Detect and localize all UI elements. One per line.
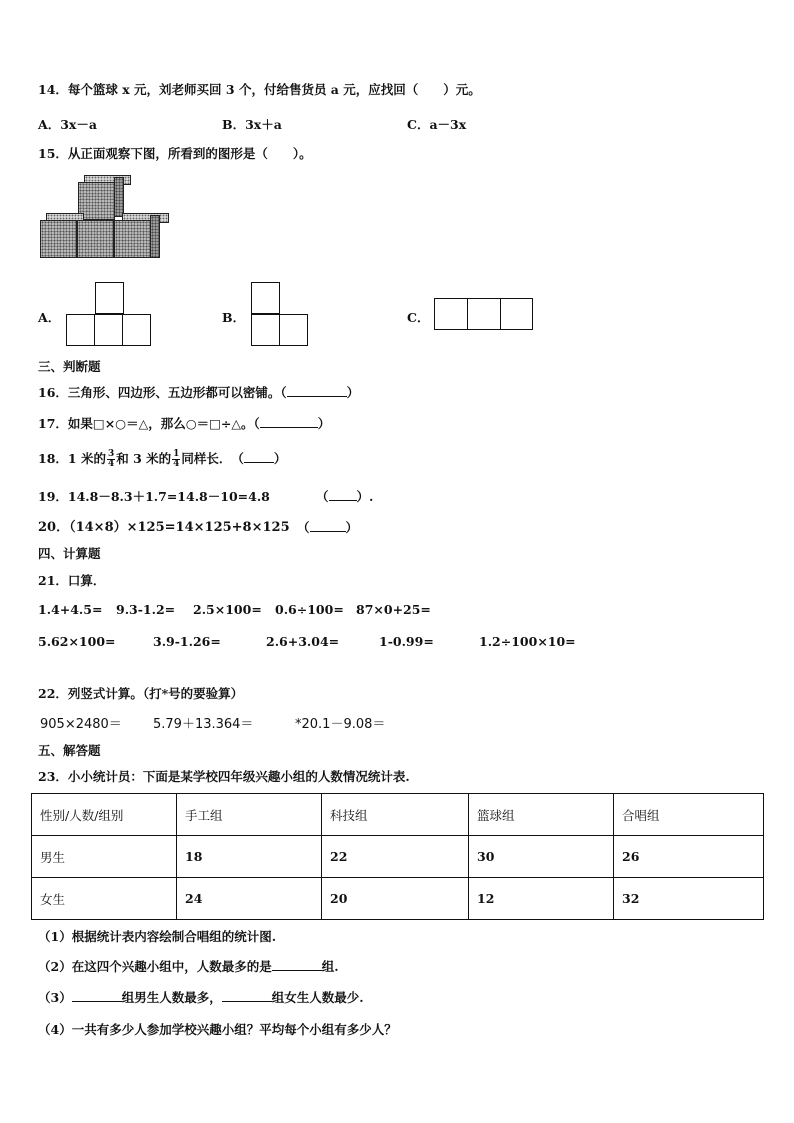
fraction-three-quarters: $\frac{3}{4}$: [107, 449, 115, 469]
table-header-cell: 性别/人数/组别: [32, 794, 177, 836]
answer-blank[interactable]: [287, 385, 347, 397]
question-16: 16．三角形、四边形、五边形都可以密铺。（ ）: [38, 385, 360, 400]
answer-blank[interactable]: [222, 990, 272, 1002]
question-23-sub-3: （3） 组男生人数最多， 组女生人数最少.: [38, 990, 364, 1005]
table-cell: 12: [469, 878, 614, 920]
question-17: 17．如果□×○＝△，那么○＝□÷△。（ ）: [38, 416, 331, 431]
table-cell: 女生: [32, 878, 177, 920]
question-19-text: 19．14.8－8.3＋1.7=14.8－10=4.8: [38, 489, 270, 504]
mental-calc-7: 3.9-1.26=: [153, 634, 221, 649]
vertical-calc-2: 5.79＋13.364＝: [153, 717, 254, 732]
answer-blank[interactable]: [310, 520, 346, 532]
section-5-heading: 五、解答题: [38, 743, 101, 758]
table-cell: 24: [177, 878, 322, 920]
mental-calc-6: 5.62×100=: [38, 634, 116, 649]
table-cell: 22: [322, 836, 469, 878]
question-17-text: 17．如果□×○＝△，那么○＝□÷△。（: [38, 416, 260, 431]
question-15-option-c: C．: [407, 310, 430, 325]
question-14-option-c: C．a－3x: [407, 117, 467, 132]
answer-blank[interactable]: [260, 416, 318, 428]
table-row: [32, 836, 764, 878]
fraction-one-quarter: $\frac{1}{4}$: [173, 449, 180, 469]
mental-calc-9: 1-0.99=: [379, 634, 434, 649]
mental-calc-5: 87×0+25=: [356, 602, 431, 617]
question-16-text: 16．三角形、四边形、五边形都可以密铺。（: [38, 385, 287, 400]
table-header-cell: 手工组: [177, 794, 322, 836]
mental-calc-8: 2.6+3.04=: [266, 634, 340, 649]
table-header-cell: 合唱组: [614, 794, 764, 836]
question-15-option-a: A．: [38, 310, 61, 325]
table-cell: 20: [322, 878, 469, 920]
table-cell: 18: [177, 836, 322, 878]
table-row: [32, 878, 764, 920]
question-23-title: 23．小小统计员：下面是某学校四年级兴趣小组的人数情况统计表.: [38, 769, 410, 784]
cube-figure: [40, 175, 170, 270]
option-a-shape: [66, 282, 156, 348]
question-20-answer: （ ）: [297, 520, 359, 535]
table-cell: 32: [614, 878, 764, 920]
section-3-heading: 三、判断题: [38, 359, 101, 374]
question-15-text: 15．从正面观察下图，所看到的图形是（ ）。: [38, 146, 312, 161]
question-18: 18．1 米的 $\frac{3}{4}$ 和 3 米的 $\frac{1}{4}$ 同样长． （ ）: [38, 449, 287, 469]
mental-calc-10: 1.2÷100×10=: [479, 634, 576, 649]
vertical-calc-1: 905×2480＝: [40, 717, 122, 732]
mental-calc-1: 1.4+4.5=: [38, 602, 103, 617]
table-header-cell: 篮球组: [469, 794, 614, 836]
mental-calc-3: 2.5×100=: [193, 602, 262, 617]
question-23-sub-1: （1）根据统计表内容绘制合唱组的统计图.: [38, 929, 277, 944]
question-19-answer: （ ）.: [316, 489, 374, 504]
question-23-sub-4: （4）一共有多少人参加学校兴趣小组？平均每个小组有多少人？: [38, 1022, 397, 1037]
question-20-text: 20．（14×8）×125=14×125+8×125: [38, 520, 290, 535]
vertical-calc-3: *20.1－9.08＝: [295, 717, 386, 732]
question-23-sub-2: （2）在这四个兴趣小组中，人数最多的是 组.: [38, 959, 339, 974]
question-21-title: 21．口算．: [38, 573, 106, 588]
option-c-shape: [434, 298, 534, 332]
question-14-option-a: A．3x－a: [38, 117, 97, 132]
table-cell: 26: [614, 836, 764, 878]
table-cell: 男生: [32, 836, 177, 878]
section-4-heading: 四、计算题: [38, 546, 101, 561]
question-14-text: 14．每个篮球 x 元，刘老师买回 3 个，付给售货员 a 元，应找回（ ）元。: [38, 82, 481, 97]
answer-blank[interactable]: [72, 990, 122, 1002]
table-cell: 30: [469, 836, 614, 878]
question-22-title: 22．列竖式计算。（打*号的要验算）: [38, 686, 244, 701]
table-header-row: [32, 794, 764, 836]
stats-table: [31, 793, 764, 920]
question-14-option-b: B．3x＋a: [222, 117, 282, 132]
answer-blank[interactable]: [272, 959, 322, 971]
question-15-option-b: B．: [222, 310, 246, 325]
question-20: [38, 519, 290, 537]
answer-blank[interactable]: [329, 489, 357, 501]
mental-calc-2: 9.3-1.2=: [116, 602, 176, 617]
answer-blank[interactable]: [244, 451, 274, 463]
table-header-cell: 科技组: [322, 794, 469, 836]
mental-calc-4: 0.6÷100=: [275, 602, 344, 617]
option-b-shape: [251, 282, 311, 348]
question-19: [38, 488, 270, 506]
